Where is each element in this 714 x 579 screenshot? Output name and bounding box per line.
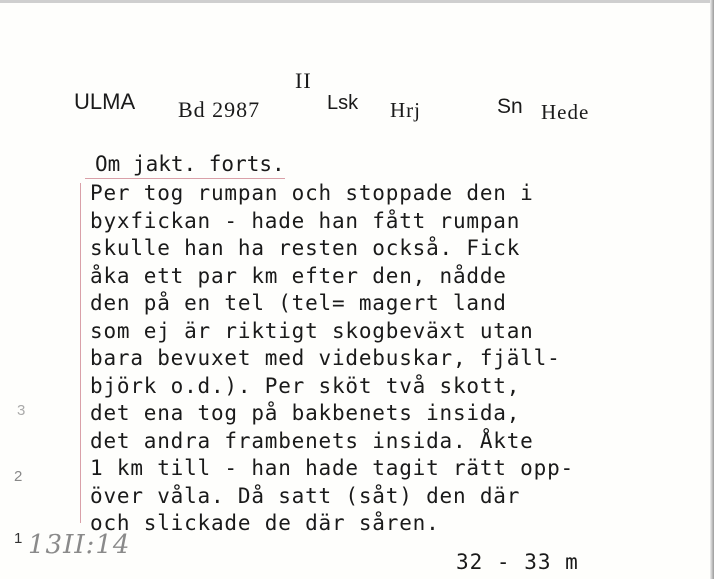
body-line: Per tog rumpan och stoppade den i	[90, 181, 534, 205]
province-label: Lsk	[327, 92, 359, 114]
margin-rule-horizontal	[85, 178, 285, 179]
body-line: bara bevuxet med videbuskar, fjäll-	[90, 346, 561, 370]
margin-rule-vertical	[80, 183, 81, 523]
margin-number: 1	[14, 530, 23, 547]
body-line: den på en tel (tel= magert land	[90, 291, 507, 315]
body-line: som ej är riktigt skogbeväxt utan	[90, 318, 534, 343]
parish-label: Sn	[497, 95, 523, 118]
body-line: björk o.d.). Per sköt två skott,	[90, 373, 521, 398]
province-value: Hrj	[390, 98, 421, 122]
body-line: åka ett par km efter den, nådde	[90, 263, 507, 288]
handwritten-note: 13II:14	[28, 530, 131, 560]
body-text	[90, 180, 574, 538]
body-line: skulle han ha resten också. Fick	[90, 236, 521, 260]
volume-number: Bd 2987	[178, 97, 261, 122]
volume-mark: II	[295, 68, 312, 93]
card-top-edge	[0, 0, 714, 3]
topic-heading: Om jakt. forts.	[95, 152, 285, 176]
body-line: det andra frambenets insida. Åkte	[90, 428, 534, 453]
page-reference: 32 - 33 m	[456, 550, 579, 574]
body-line: byxfickan - hade han fått rumpan	[90, 208, 521, 233]
archive-name: ULMA	[74, 89, 136, 114]
body-line: 1 km till - han hade tagit rätt opp-	[90, 456, 574, 480]
body-line: och slickade de där såren.	[90, 511, 440, 535]
parish-value: Hede	[541, 100, 590, 124]
card-right-edge	[710, 0, 714, 579]
body-line: över våla. Då satt (såt) den där	[90, 483, 521, 508]
margin-number: 3	[17, 402, 26, 419]
body-line: det ena tog på bakbenets insida,	[90, 401, 521, 425]
margin-number: 2	[14, 468, 23, 485]
